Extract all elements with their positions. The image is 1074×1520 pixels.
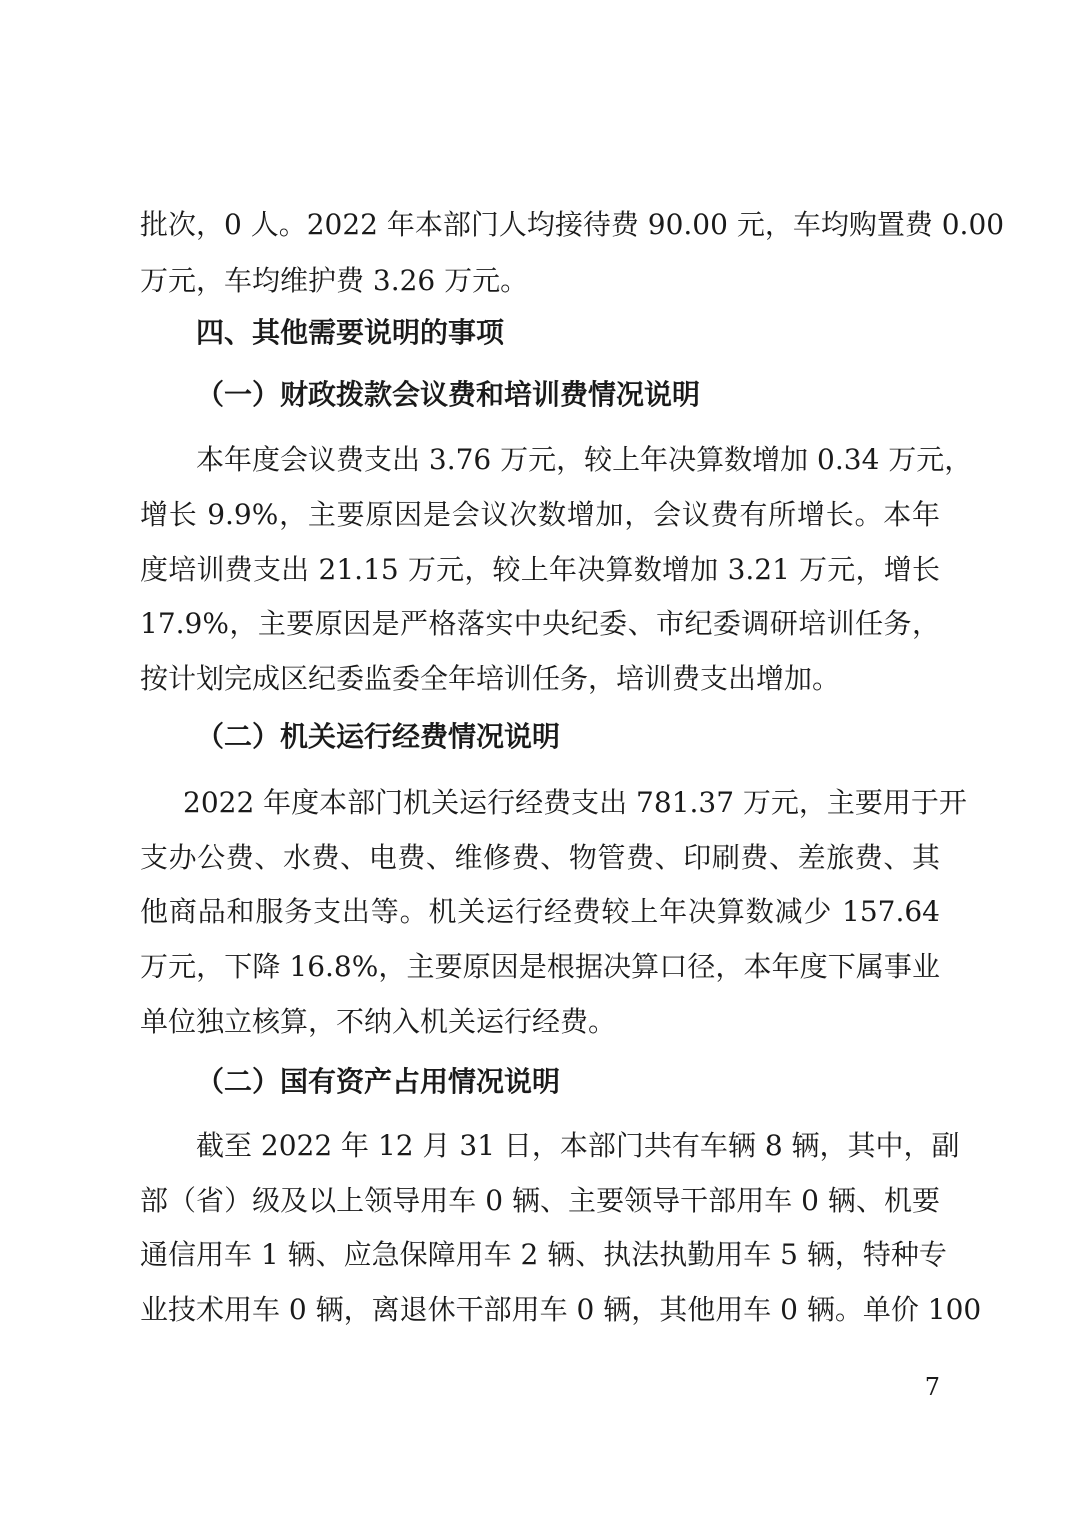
paragraph-line: 度培训费支出 21.15 万元，较上年决算数增加 3.21 万元，增长: [140, 553, 940, 586]
paragraph-line: 通信用车 1 辆、应急保障用车 2 辆、执法执勤用车 5 辆，特种专: [140, 1238, 947, 1271]
paragraph-line: 单位独立核算，不纳入机关运行经费。: [140, 1005, 617, 1038]
paragraph-line: 部（省）级及以上领导用车 0 辆、主要领导干部用车 0 辆、机要: [140, 1184, 940, 1217]
section-heading: 四、其他需要说明的事项: [196, 316, 505, 349]
paragraph-line: 按计划完成区纪委监委全年培训任务，培训费支出增加。: [140, 662, 841, 695]
paragraph-line: 增长 9.9%，主要原因是会议次数增加，会议费有所增长。本年: [140, 498, 940, 531]
paragraph-line: 批次，0 人。2022 年本部门人均接待费 90.00 元，车均购置费 0.00: [140, 208, 1005, 241]
subsection-heading-3: （二）国有资产占用情况说明: [196, 1065, 561, 1098]
paragraph-line: 他商品和服务支出等。机关运行经费较上年决算数减少 157.64: [140, 895, 940, 928]
paragraph-line: 万元，下降 16.8%，主要原因是根据决算口径，本年度下属事业: [140, 950, 940, 983]
subsection-heading-2: （二）机关运行经费情况说明: [196, 720, 561, 753]
paragraph-line: 支办公费、水费、电费、维修费、物管费、印刷费、差旅费、其: [140, 841, 940, 874]
paragraph-line: 万元，车均维护费 3.26 万元。: [140, 264, 529, 297]
paragraph-line: 截至 2022 年 12 月 31 日，本部门共有车辆 8 辆，其中，副: [196, 1129, 960, 1162]
paragraph-line: 17.9%，主要原因是严格落实中央纪委、市纪委调研培训任务，: [140, 607, 940, 640]
page-number: 7: [924, 1373, 940, 1401]
paragraph-line: 本年度会议费支出 3.76 万元，较上年决算数增加 0.34 万元，: [196, 443, 973, 476]
subsection-heading-1: （一）财政拨款会议费和培训费情况说明: [196, 378, 701, 411]
paragraph-line: 业技术用车 0 辆，离退休干部用车 0 辆，其他用车 0 辆。单价 100: [140, 1293, 982, 1326]
paragraph-line: 2022 年度本部门机关运行经费支出 781.37 万元，主要用于开: [183, 786, 967, 819]
